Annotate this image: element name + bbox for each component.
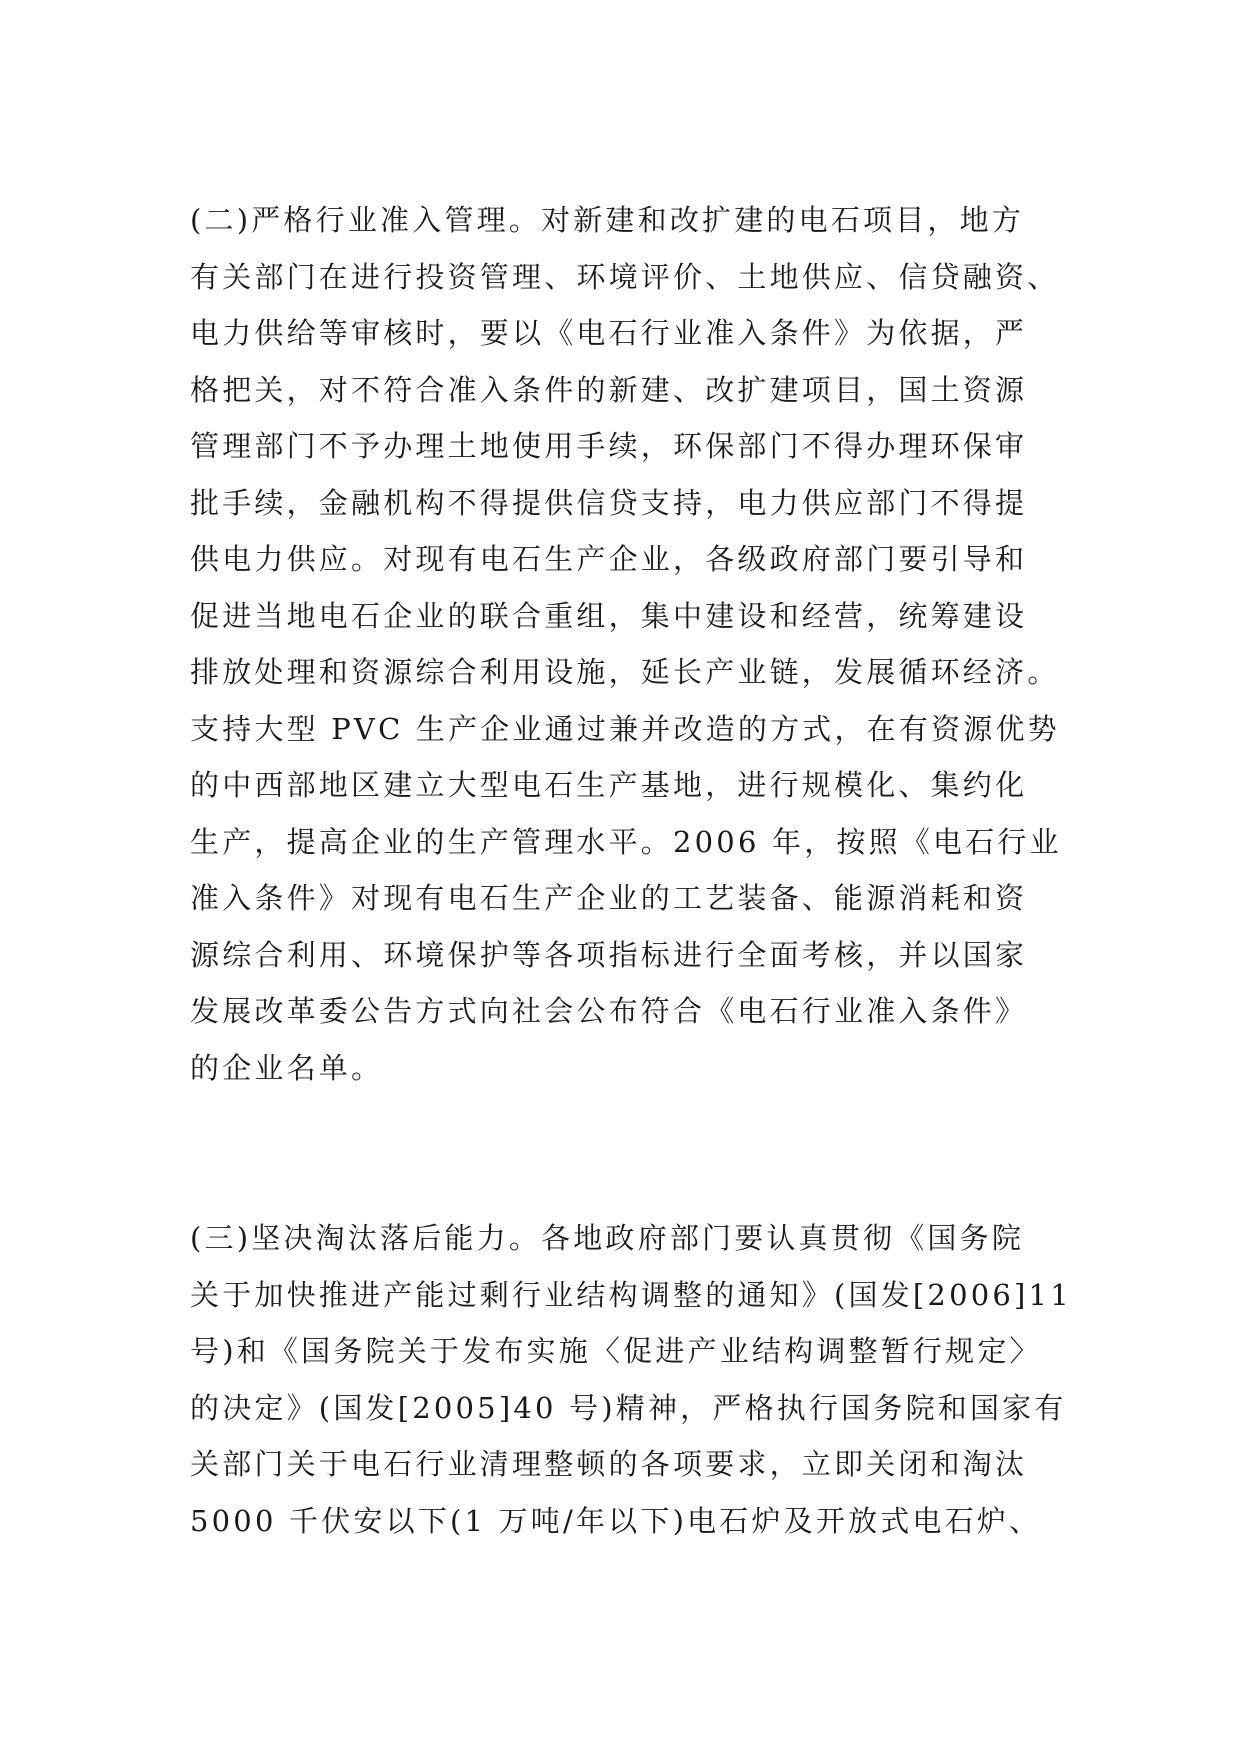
text-line: 准入条件》对现有电石生产企业的工艺装备、能源消耗和资 bbox=[190, 881, 1028, 915]
text-line: 发展改革委公告方式向社会公布符合《电石行业准入条件》 bbox=[190, 994, 1028, 1028]
text-line: 关部门关于电石行业清理整顿的各项要求，立即关闭和淘汰 bbox=[190, 1447, 1028, 1481]
paragraph-industry-access bbox=[190, 192, 1070, 1096]
text-line: (三)坚决淘汰落后能力。各地政府部门要认真贯彻《国务院 bbox=[190, 1221, 1025, 1255]
text-line: 促进当地电石企业的联合重组，集中建设和经营，统筹建设 bbox=[190, 598, 1028, 633]
text-line: 的决定》(国发[2005]40 号)精神，严格执行国务院和国家有 bbox=[190, 1390, 1067, 1425]
text-line: 生产，提高企业的生产管理水平。2006 年，按照《电石行业 bbox=[190, 824, 1062, 859]
text-line: 供电力供应。对现有电石生产企业，各级政府部门要引导和 bbox=[190, 542, 1028, 576]
text-line: 源综合利用、环境保护等各项指标进行全面考核，并以国家 bbox=[190, 937, 1028, 972]
paragraph-eliminate-capacity bbox=[190, 1210, 1070, 1549]
text-line: 排放处理和资源综合利用设施，延长产业链，发展循环经济。 bbox=[190, 655, 1060, 689]
text-line: 格把关，对不符合准入条件的新建、改扩建项目，国土资源 bbox=[190, 372, 1028, 407]
text-line: 电力供给等审核时，要以《电石行业准入条件》为依据，严 bbox=[190, 316, 1028, 350]
text-line: 5000 千伏安以下(1 万吨/年以下)电石炉及开放式电石炉、 bbox=[190, 1503, 1042, 1538]
text-line: (二)严格行业准入管理。对新建和改扩建的电石项目，地方 bbox=[190, 203, 1025, 237]
text-line: 的中西部地区建立大型电石生产基地，进行规模化、集约化 bbox=[190, 768, 1028, 802]
text-line: 批手续，金融机构不得提供信贷支持，电力供应部门不得提 bbox=[190, 485, 1028, 520]
text-line: 关于加快推进产能过剩行业结构调整的通知》(国发[2006]11 bbox=[190, 1277, 1072, 1312]
text-line: 有关部门在进行投资管理、环境评价、土地供应、信贷融资、 bbox=[190, 259, 1060, 294]
text-line: 号)和《国务院关于发布实施〈促进产业结构调整暂行规定〉 bbox=[190, 1334, 1042, 1368]
text-line: 管理部门不予办理土地使用手续，环保部门不得办理环保审 bbox=[190, 429, 1028, 463]
text-line: 支持大型 PVC 生产企业通过兼并改造的方式，在有资源优势 bbox=[190, 711, 1060, 746]
text-line: 的企业名单。 bbox=[190, 1050, 384, 1085]
